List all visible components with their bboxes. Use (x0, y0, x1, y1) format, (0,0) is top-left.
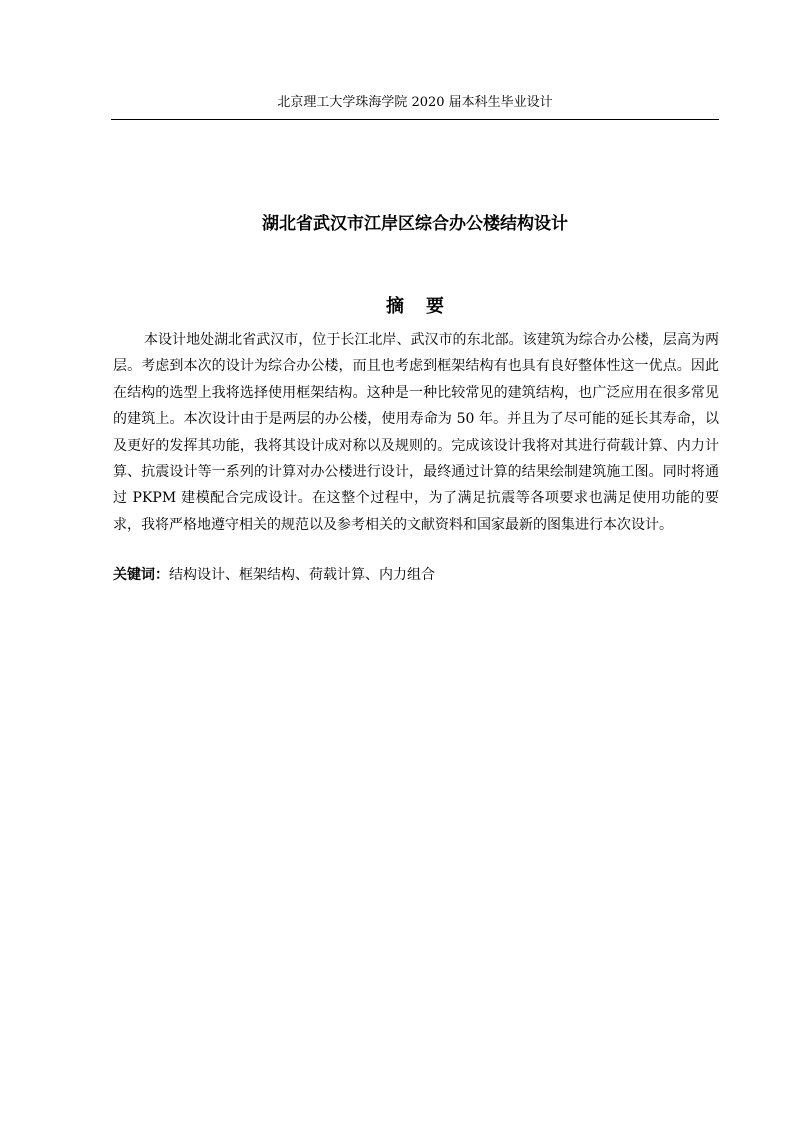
page-header (111, 93, 719, 120)
header-text: 北京理工大学珠海学院 2020 届本科生毕业设计 (277, 95, 553, 110)
abstract-heading: 摘要 (386, 296, 466, 317)
thesis-title: 湖北省武汉市江岸区综合办公楼结构设计 (262, 214, 568, 234)
keywords-value: 结构设计、框架结构、荷载计算、内力组合 (169, 567, 435, 583)
keywords-label: 关键词： (113, 567, 169, 583)
abstract-body: 本设计地处湖北省武汉市，位于长江北岸、武汉市的东北部。该建筑为综合办公楼，层高为两层。考虑到本次的设计为综合办公楼，而且也考虑到框架结构有也具有良好整体性这一优点。因此在结构的选型上我将选择使用框架结构。这种是一种比较常见的建筑结构，也广泛应用在很多常见的建筑上。本次设计由于是两层的办公楼，使用寿命为 50 年。并且为了尽可能的延长其寿命，以及更好的发挥其功能，我将其设计成对称以及规则的。完成该设计我将对其进行荷载计算、内力计算、抗震设计等一系列的计算对办公楼进行设计，最终通过计算的结果绘制建筑施工图。同时将通过 PKPM 建模配合完成设计。在这整个过程中，为了满足抗震等各项要求也满足使用功能的要求，我将严格地遵守相关的规范以及参考相关的文献资料和国家最新的图集进行本次设计。 (113, 332, 719, 533)
keywords-line (113, 563, 719, 587)
